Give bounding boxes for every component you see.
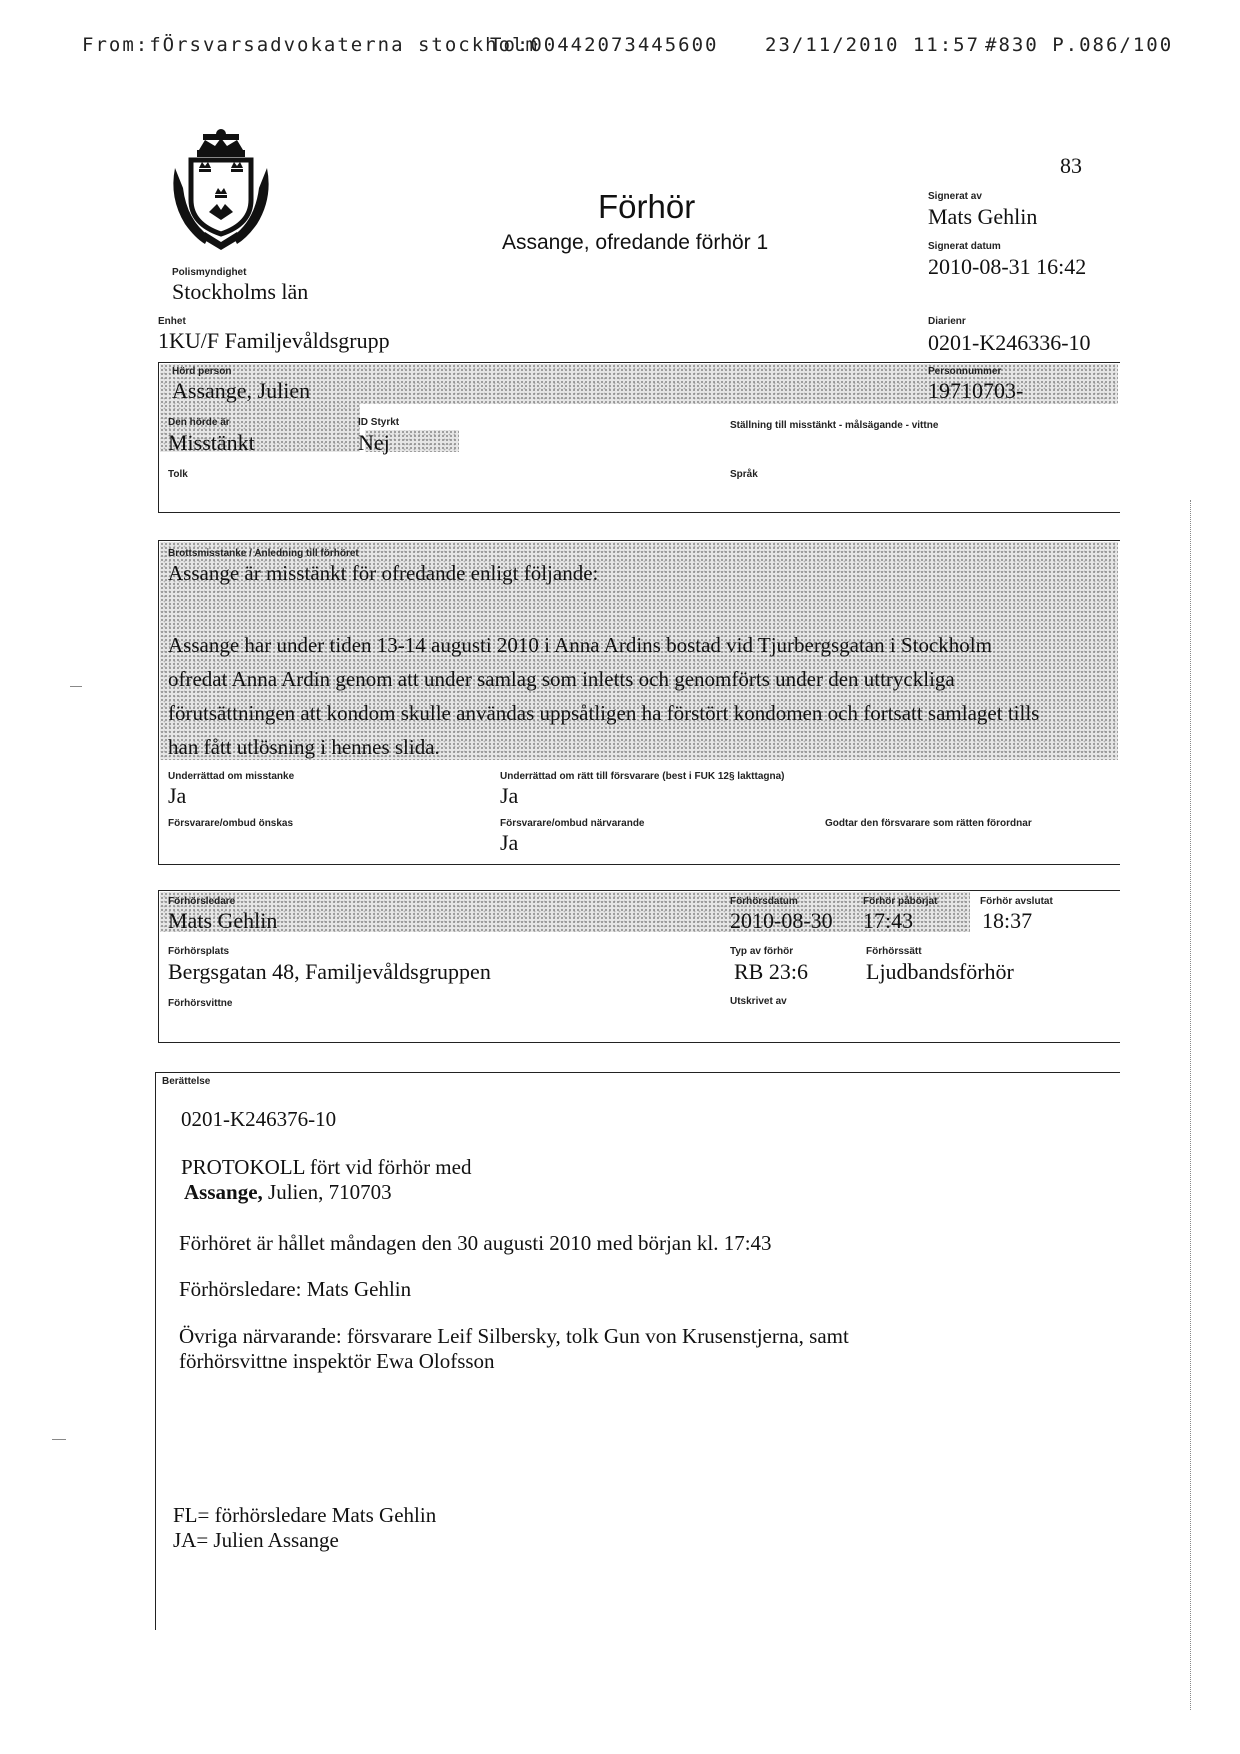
- statement-label: Berättelse: [162, 1076, 211, 1087]
- person-block-bottom-rule: [158, 512, 1120, 513]
- page-number: 83: [1060, 153, 1082, 178]
- role-label: Den hörde är: [168, 417, 230, 428]
- interrogation-shading: [160, 892, 970, 932]
- signed-by-value: Mats Gehlin: [928, 204, 1038, 229]
- leader-label: Förhörsledare: [168, 896, 236, 907]
- interrogation-block-top-rule: [158, 890, 1120, 891]
- unit-label: Enhet: [158, 316, 186, 327]
- interrogation-block-left-rule: [158, 890, 159, 1042]
- position-label: Ställning till misstänkt - målsägande - vittne: [730, 420, 939, 431]
- suspicion-line-4: förutsättningen att kondom skulle användas uppsåtligen ha förstört kondomen och fortsatt samlaget tills: [168, 701, 1040, 725]
- suspicion-line-1: Assange är misstänkt för ofredande enligt följande:: [168, 561, 599, 585]
- person-block-left-rule: [158, 362, 159, 512]
- scan-edge-line: [1190, 500, 1192, 1710]
- statement-case-number: 0201-K246376-10: [181, 1107, 337, 1131]
- counsel-present-value: Ja: [500, 830, 519, 855]
- personnummer-value: 19710703-: [928, 378, 1024, 403]
- statement-present-line-2: förhörsvittne inspektör Ewa Olofsson: [179, 1349, 495, 1373]
- scan-mark-bottom: [52, 1439, 66, 1440]
- counsel-right-value: Ja: [500, 783, 519, 808]
- end-label: Förhör avslutat: [980, 896, 1053, 907]
- statement-present-line-1: Övriga närvarande: försvarare Leif Silbersky, tolk Gun von Krusenstjerna, samt: [179, 1324, 849, 1348]
- heard-person-value: Assange, Julien: [172, 378, 311, 403]
- suspicion-block-bottom-rule: [158, 864, 1120, 865]
- counsel-wanted-label: Försvarare/ombud önskas: [168, 818, 294, 829]
- diarienr-label: Diarienr: [928, 316, 966, 327]
- unit-value: 1KU/F Familjevåldsgrupp: [158, 328, 390, 353]
- page-title: Förhör: [598, 188, 696, 225]
- suspicion-line-3: ofredat Anna Ardin genom att under samlag som inletts och genomförts under den uttryckliga: [168, 667, 955, 691]
- place-value: Bergsgatan 48, Familjevåldsgruppen: [168, 959, 491, 984]
- fax-to: To:00442073445600: [490, 34, 719, 56]
- written-by-label: Utskrivet av: [730, 996, 787, 1007]
- suspicion-line-5: han fått utlösning i hennes slida.: [168, 735, 440, 759]
- abbreviation-ja: JA= Julien Assange: [173, 1528, 339, 1552]
- abbreviation-fl: FL= förhörsledare Mats Gehlin: [173, 1503, 437, 1527]
- statement-protocol-line: PROTOKOLL fört vid förhör med: [181, 1155, 472, 1179]
- informed-value: Ja: [168, 783, 187, 808]
- fax-from: From:fÖrsvarsadvokaterna stockholm: [82, 34, 539, 56]
- signed-date-label: Signerat datum: [928, 241, 1001, 252]
- id-label: ID Styrkt: [358, 417, 400, 428]
- authority-value: Stockholms län: [172, 279, 309, 304]
- place-label: Förhörsplats: [168, 946, 230, 957]
- counsel-right-label: Underrättad om rätt till försvarare (best i FUK 12§ lakttagna): [500, 771, 785, 782]
- informed-label: Underrättad om misstanke: [168, 771, 295, 782]
- date-label: Förhörsdatum: [730, 896, 798, 907]
- language-label: Språk: [730, 469, 758, 480]
- date-value: 2010-08-30: [730, 908, 833, 933]
- type-label: Typ av förhör: [730, 946, 794, 957]
- interrogation-block-bottom-rule: [158, 1042, 1120, 1043]
- person-block-top-rule: [158, 362, 1120, 363]
- statement-subject-line: [184, 1180, 392, 1205]
- fax-datetime: 23/11/2010 11:57: [765, 34, 981, 56]
- statement-leader-line: Förhörsledare: Mats Gehlin: [179, 1277, 412, 1301]
- heard-person-label: Hörd person: [172, 366, 232, 377]
- leader-value: Mats Gehlin: [168, 908, 278, 933]
- authority-label: Polismyndighet: [172, 267, 247, 278]
- statement-subject-surname: Assange,: [184, 1180, 263, 1204]
- suspicion-line-2: Assange har under tiden 13-14 augusti 2010 i Anna Ardins bostad vid Tjurbergsgatan i Stockholm: [168, 633, 992, 657]
- end-value: 18:37: [982, 908, 1033, 933]
- personnummer-label: Personnummer: [928, 366, 1002, 377]
- scan-mark-top: [70, 686, 82, 687]
- statement-held-line: Förhöret är hållet måndagen den 30 augusti 2010 med början kl. 17:43: [179, 1231, 772, 1255]
- role-value: Misstänkt: [168, 430, 255, 455]
- signed-date-value: 2010-08-31 16:42: [928, 254, 1087, 279]
- statement-block-top-rule: [155, 1072, 1120, 1073]
- method-label: Förhörssätt: [866, 946, 922, 957]
- swedish-police-crest-icon: [165, 128, 277, 256]
- signed-by-label: Signerat av: [928, 191, 982, 202]
- type-value: RB 23:6: [734, 959, 808, 984]
- id-value: Nej: [358, 430, 390, 455]
- suspicion-block-top-rule: [158, 540, 1120, 541]
- start-label: Förhör påbörjat: [863, 896, 938, 907]
- interpreter-label: Tolk: [168, 469, 188, 480]
- start-value: 17:43: [863, 908, 914, 933]
- diarienr-value: 0201-K246336-10: [928, 330, 1091, 355]
- counsel-present-label: Försvarare/ombud närvarande: [500, 818, 645, 829]
- fax-page: #830 P.086/100: [985, 34, 1174, 56]
- page-subtitle: Assange, ofredande förhör 1: [502, 231, 769, 254]
- suspicion-block-left-rule: [158, 540, 159, 864]
- statement-block-left-rule: [155, 1072, 156, 1630]
- court-counsel-label: Godtar den försvarare som rätten förordnar: [825, 818, 1032, 829]
- witness-label: Förhörsvittne: [168, 998, 233, 1009]
- suspicion-label: Brottsmisstanke / Anledning till förhöret: [168, 548, 359, 559]
- statement-subject-rest: Julien, 710703: [262, 1180, 392, 1204]
- method-value: Ljudbandsförhör: [866, 959, 1014, 984]
